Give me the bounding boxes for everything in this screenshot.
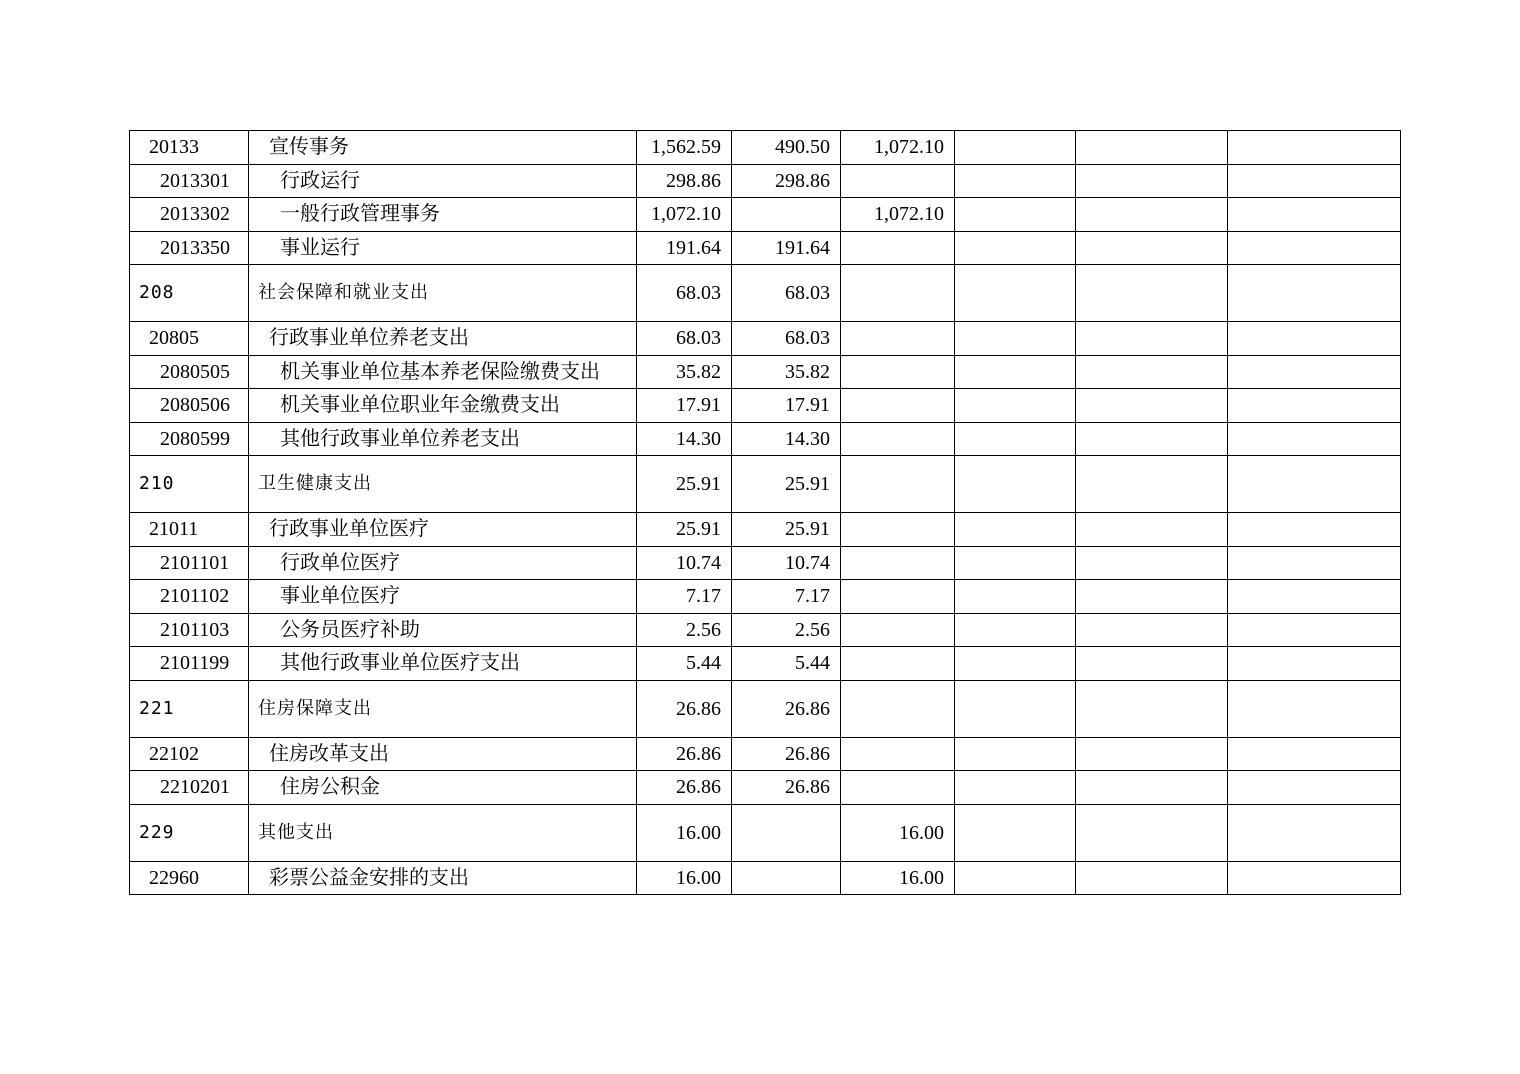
subject-code-cell: 2080505 (130, 355, 249, 389)
empty-cell-8 (1228, 804, 1401, 861)
project-expenditure-cell (841, 265, 955, 322)
empty-cell-6 (955, 680, 1076, 737)
empty-cell-7 (1076, 322, 1228, 356)
expenditure-table (129, 130, 1401, 895)
subject-code-cell: 2080599 (130, 422, 249, 456)
empty-cell-8 (1228, 355, 1401, 389)
subject-code-cell: 2101101 (130, 546, 249, 580)
empty-cell-8 (1228, 131, 1401, 165)
empty-cell-8 (1228, 322, 1401, 356)
empty-cell-6 (955, 422, 1076, 456)
project-expenditure-cell: 16.00 (841, 804, 955, 861)
project-expenditure-cell (841, 231, 955, 265)
project-expenditure-cell (841, 680, 955, 737)
empty-cell-8 (1228, 861, 1401, 895)
empty-cell-6 (955, 737, 1076, 771)
empty-cell-7 (1076, 164, 1228, 198)
table-row (130, 422, 1401, 456)
total-amount-cell: 16.00 (637, 861, 732, 895)
subject-name-cell: 行政运行 (249, 164, 637, 198)
empty-cell-7 (1076, 804, 1228, 861)
project-expenditure-cell: 16.00 (841, 861, 955, 895)
total-amount-cell: 17.91 (637, 389, 732, 423)
project-expenditure-cell (841, 164, 955, 198)
table-row (130, 804, 1401, 861)
table-row (130, 265, 1401, 322)
subject-name-cell: 行政事业单位医疗 (249, 513, 637, 547)
table-row (130, 546, 1401, 580)
empty-cell-8 (1228, 613, 1401, 647)
basic-expenditure-cell: 191.64 (732, 231, 841, 265)
subject-name-cell: 彩票公益金安排的支出 (249, 861, 637, 895)
subject-name-cell: 住房保障支出 (249, 680, 637, 737)
empty-cell-8 (1228, 389, 1401, 423)
subject-name-cell: 住房公积金 (249, 771, 637, 805)
total-amount-cell: 191.64 (637, 231, 732, 265)
empty-cell-6 (955, 613, 1076, 647)
empty-cell-6 (955, 131, 1076, 165)
empty-cell-6 (955, 546, 1076, 580)
subject-code-cell: 20805 (130, 322, 249, 356)
subject-code-cell: 21011 (130, 513, 249, 547)
empty-cell-7 (1076, 613, 1228, 647)
project-expenditure-cell (841, 456, 955, 513)
project-expenditure-cell (841, 737, 955, 771)
subject-code-cell: 210 (130, 456, 249, 513)
subject-name-cell: 住房改革支出 (249, 737, 637, 771)
empty-cell-8 (1228, 737, 1401, 771)
subject-name-cell: 公务员医疗补助 (249, 613, 637, 647)
project-expenditure-cell: 1,072.10 (841, 131, 955, 165)
table-row (130, 355, 1401, 389)
empty-cell-7 (1076, 355, 1228, 389)
subject-code-cell: 2013350 (130, 231, 249, 265)
empty-cell-8 (1228, 513, 1401, 547)
empty-cell-6 (955, 804, 1076, 861)
basic-expenditure-cell: 26.86 (732, 771, 841, 805)
project-expenditure-cell (841, 389, 955, 423)
table-row (130, 680, 1401, 737)
basic-expenditure-cell (732, 198, 841, 232)
total-amount-cell: 25.91 (637, 513, 732, 547)
total-amount-cell: 26.86 (637, 771, 732, 805)
empty-cell-7 (1076, 265, 1228, 322)
subject-name-cell: 事业运行 (249, 231, 637, 265)
subject-name-cell: 宣传事务 (249, 131, 637, 165)
subject-code-cell: 2101103 (130, 613, 249, 647)
subject-name-cell: 一般行政管理事务 (249, 198, 637, 232)
total-amount-cell: 1,072.10 (637, 198, 732, 232)
subject-name-cell: 机关事业单位职业年金缴费支出 (249, 389, 637, 423)
table-body (130, 131, 1401, 895)
basic-expenditure-cell: 490.50 (732, 131, 841, 165)
empty-cell-7 (1076, 680, 1228, 737)
empty-cell-7 (1076, 456, 1228, 513)
empty-cell-7 (1076, 647, 1228, 681)
empty-cell-7 (1076, 580, 1228, 614)
table-row (130, 580, 1401, 614)
empty-cell-7 (1076, 131, 1228, 165)
table-row (130, 198, 1401, 232)
subject-name-cell: 行政单位医疗 (249, 546, 637, 580)
basic-expenditure-cell: 26.86 (732, 737, 841, 771)
subject-name-cell: 机关事业单位基本养老保险缴费支出 (249, 355, 637, 389)
table-row (130, 771, 1401, 805)
subject-name-cell: 其他行政事业单位医疗支出 (249, 647, 637, 681)
basic-expenditure-cell: 68.03 (732, 322, 841, 356)
project-expenditure-cell: 1,072.10 (841, 198, 955, 232)
table-row (130, 231, 1401, 265)
empty-cell-8 (1228, 680, 1401, 737)
subject-code-cell: 2013302 (130, 198, 249, 232)
subject-code-cell: 208 (130, 265, 249, 322)
table-row (130, 861, 1401, 895)
basic-expenditure-cell (732, 861, 841, 895)
empty-cell-6 (955, 513, 1076, 547)
project-expenditure-cell (841, 513, 955, 547)
table-row (130, 737, 1401, 771)
total-amount-cell: 298.86 (637, 164, 732, 198)
empty-cell-6 (955, 771, 1076, 805)
subject-code-cell: 2101199 (130, 647, 249, 681)
empty-cell-7 (1076, 231, 1228, 265)
empty-cell-6 (955, 861, 1076, 895)
subject-name-cell: 其他支出 (249, 804, 637, 861)
table-row (130, 164, 1401, 198)
subject-code-cell: 2210201 (130, 771, 249, 805)
empty-cell-7 (1076, 771, 1228, 805)
table-row (130, 613, 1401, 647)
empty-cell-8 (1228, 456, 1401, 513)
table-row (130, 389, 1401, 423)
basic-expenditure-cell: 7.17 (732, 580, 841, 614)
basic-expenditure-cell (732, 804, 841, 861)
subject-code-cell: 2101102 (130, 580, 249, 614)
empty-cell-8 (1228, 647, 1401, 681)
total-amount-cell: 14.30 (637, 422, 732, 456)
basic-expenditure-cell: 5.44 (732, 647, 841, 681)
total-amount-cell: 7.17 (637, 580, 732, 614)
project-expenditure-cell (841, 355, 955, 389)
empty-cell-6 (955, 647, 1076, 681)
empty-cell-6 (955, 198, 1076, 232)
total-amount-cell: 1,562.59 (637, 131, 732, 165)
empty-cell-6 (955, 265, 1076, 322)
project-expenditure-cell (841, 580, 955, 614)
empty-cell-8 (1228, 231, 1401, 265)
table-row (130, 647, 1401, 681)
empty-cell-8 (1228, 422, 1401, 456)
empty-cell-6 (955, 164, 1076, 198)
total-amount-cell: 16.00 (637, 804, 732, 861)
basic-expenditure-cell: 26.86 (732, 680, 841, 737)
empty-cell-7 (1076, 513, 1228, 547)
basic-expenditure-cell: 68.03 (732, 265, 841, 322)
empty-cell-6 (955, 355, 1076, 389)
project-expenditure-cell (841, 771, 955, 805)
subject-name-cell: 卫生健康支出 (249, 456, 637, 513)
subject-code-cell: 2080506 (130, 389, 249, 423)
total-amount-cell: 2.56 (637, 613, 732, 647)
basic-expenditure-cell: 35.82 (732, 355, 841, 389)
project-expenditure-cell (841, 322, 955, 356)
empty-cell-8 (1228, 580, 1401, 614)
subject-code-cell: 22102 (130, 737, 249, 771)
empty-cell-6 (955, 389, 1076, 423)
total-amount-cell: 10.74 (637, 546, 732, 580)
empty-cell-8 (1228, 164, 1401, 198)
empty-cell-6 (955, 322, 1076, 356)
table-row (130, 456, 1401, 513)
subject-name-cell: 事业单位医疗 (249, 580, 637, 614)
empty-cell-8 (1228, 198, 1401, 232)
total-amount-cell: 5.44 (637, 647, 732, 681)
basic-expenditure-cell: 2.56 (732, 613, 841, 647)
total-amount-cell: 68.03 (637, 265, 732, 322)
subject-name-cell: 行政事业单位养老支出 (249, 322, 637, 356)
total-amount-cell: 25.91 (637, 456, 732, 513)
basic-expenditure-cell: 25.91 (732, 513, 841, 547)
empty-cell-8 (1228, 546, 1401, 580)
total-amount-cell: 26.86 (637, 680, 732, 737)
empty-cell-6 (955, 231, 1076, 265)
basic-expenditure-cell: 10.74 (732, 546, 841, 580)
project-expenditure-cell (841, 613, 955, 647)
subject-code-cell: 2013301 (130, 164, 249, 198)
empty-cell-7 (1076, 546, 1228, 580)
subject-code-cell: 20133 (130, 131, 249, 165)
empty-cell-8 (1228, 265, 1401, 322)
subject-name-cell: 社会保障和就业支出 (249, 265, 637, 322)
empty-cell-7 (1076, 422, 1228, 456)
project-expenditure-cell (841, 422, 955, 456)
empty-cell-6 (955, 580, 1076, 614)
subject-name-cell: 其他行政事业单位养老支出 (249, 422, 637, 456)
empty-cell-7 (1076, 389, 1228, 423)
basic-expenditure-cell: 14.30 (732, 422, 841, 456)
basic-expenditure-cell: 298.86 (732, 164, 841, 198)
total-amount-cell: 26.86 (637, 737, 732, 771)
empty-cell-6 (955, 456, 1076, 513)
table-row (130, 131, 1401, 165)
table-row (130, 322, 1401, 356)
empty-cell-7 (1076, 198, 1228, 232)
project-expenditure-cell (841, 647, 955, 681)
basic-expenditure-cell: 17.91 (732, 389, 841, 423)
total-amount-cell: 35.82 (637, 355, 732, 389)
empty-cell-7 (1076, 861, 1228, 895)
subject-code-cell: 221 (130, 680, 249, 737)
empty-cell-7 (1076, 737, 1228, 771)
subject-code-cell: 22960 (130, 861, 249, 895)
basic-expenditure-cell: 25.91 (732, 456, 841, 513)
table-row (130, 513, 1401, 547)
empty-cell-8 (1228, 771, 1401, 805)
project-expenditure-cell (841, 546, 955, 580)
total-amount-cell: 68.03 (637, 322, 732, 356)
subject-code-cell: 229 (130, 804, 249, 861)
